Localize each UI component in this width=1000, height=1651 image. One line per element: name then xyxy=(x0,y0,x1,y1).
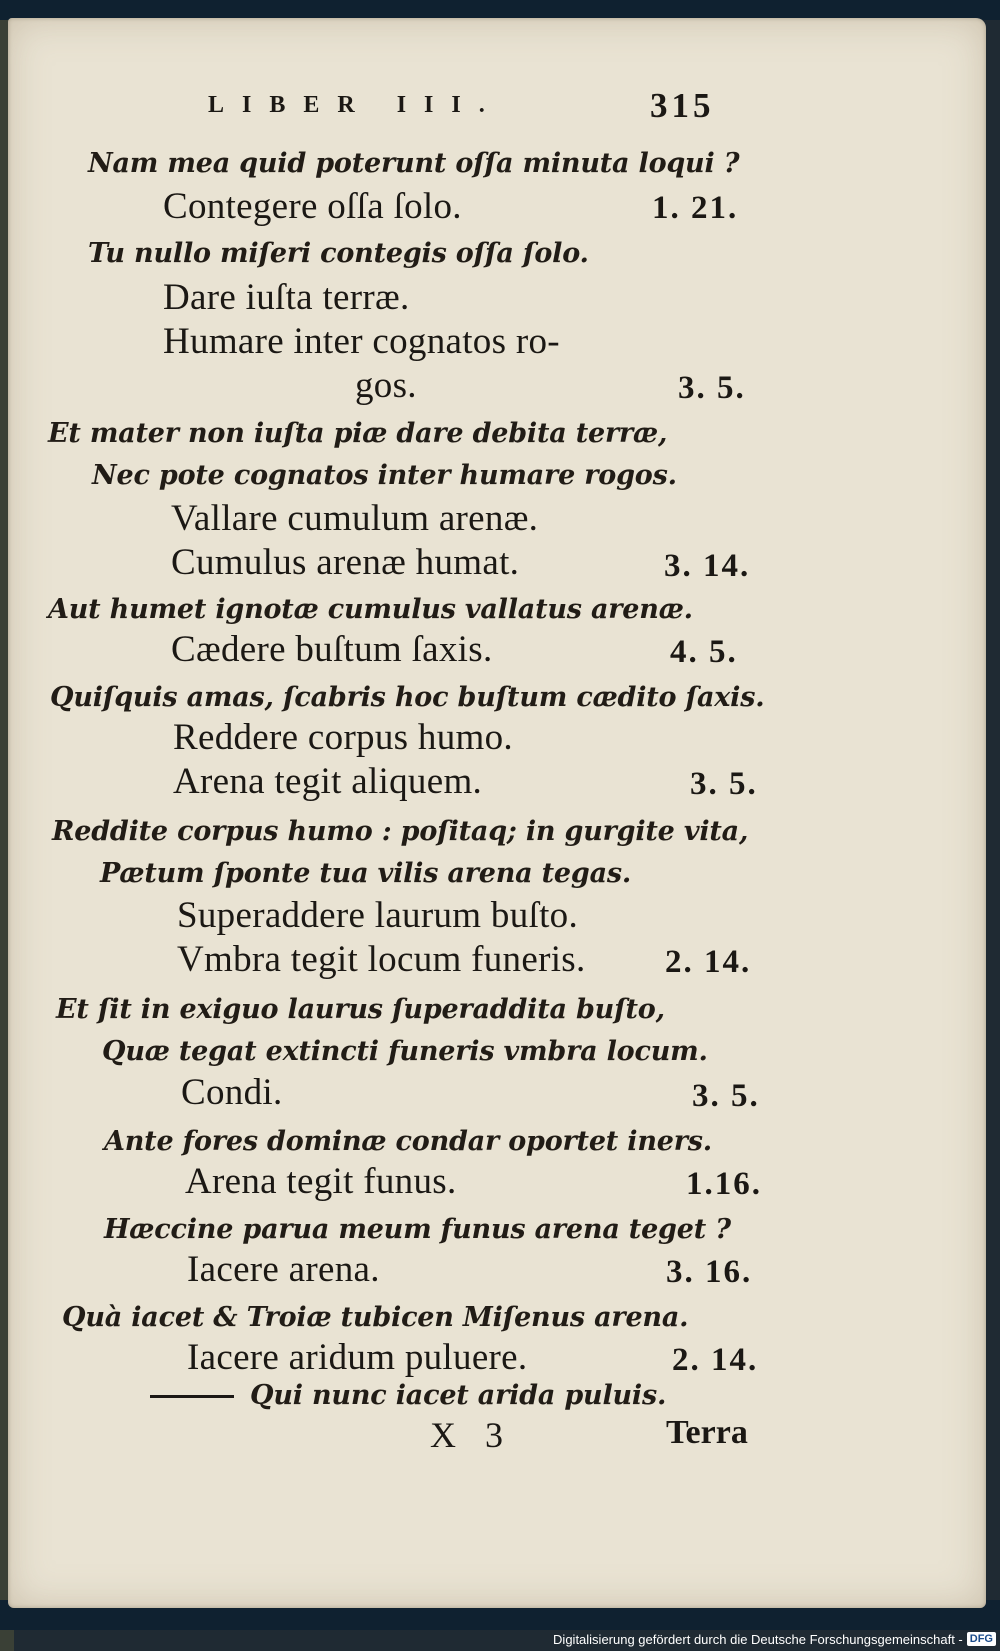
verse-line: Quiſquis amas, ſcabris hoc buſtum cædito ſaxis. xyxy=(50,682,765,713)
citation-ref: 4. 5. xyxy=(670,634,738,670)
citation-ref: 3. 14. xyxy=(664,548,751,584)
entry-line: Vallare cumulum arenæ. xyxy=(171,498,539,539)
citation-ref: 3. 5. xyxy=(678,370,746,406)
page-number: 315 xyxy=(650,86,715,125)
verse-line: Qui nunc iacet arida puluis. xyxy=(250,1380,667,1411)
entry-line: Cædere buſtum ſaxis. xyxy=(171,629,493,670)
verse-line: Tu nullo miſeri contegis oſſa ſolo. xyxy=(88,238,589,269)
entry-line: Vmbra tegit locum funeris. xyxy=(177,939,586,980)
verse-line: Pætum ſponte tua vilis arena tegas. xyxy=(100,858,632,889)
verse-line: Aut humet ignotæ cumulus vallatus arenæ. xyxy=(48,594,693,625)
entry-line: Arena tegit aliquem. xyxy=(173,761,483,802)
verse-line: Ante fores dominæ condar oportet iners. xyxy=(104,1126,712,1157)
entry-line: Arena tegit funus. xyxy=(185,1161,457,1202)
digitization-credit xyxy=(553,1629,996,1649)
entry-line: gos. xyxy=(355,365,417,406)
citation-ref: 2. 14. xyxy=(665,944,752,980)
verse-line: Quæ tegat extincti funeris vmbra locum. xyxy=(102,1036,708,1067)
entry-line: Reddere corpus humo. xyxy=(173,717,513,758)
running-title: LIBER III. xyxy=(208,92,503,118)
entry-line: Contegere oſſa ſolo. xyxy=(163,186,462,227)
catchword: Terra xyxy=(666,1414,748,1451)
citation-ref: 3. 16. xyxy=(666,1254,753,1290)
scan-backdrop-top xyxy=(0,0,1000,20)
entry-line: Cumulus arenæ humat. xyxy=(171,542,520,583)
verse-line: Et mater non iuſta piæ dare debita terræ, xyxy=(48,418,668,449)
citation-ref: 3. 5. xyxy=(690,766,758,802)
verse-line: Hæccine parua meum funus arena teget ? xyxy=(104,1214,731,1245)
signature-mark: X 3 xyxy=(430,1415,513,1455)
verse-line: Reddite corpus humo : poſitaq; in gurgite vita, xyxy=(52,816,749,847)
entry-line: Superaddere laurum buſto. xyxy=(177,895,579,936)
verse-line: Quà iacet & Troiæ tubicen Miſenus arena. xyxy=(62,1302,689,1333)
entry-line: Condi. xyxy=(181,1072,283,1113)
citation-ref: 3. 5. xyxy=(692,1078,760,1114)
verse-line: Et ſit in exiguo laurus ſuperaddita buſto, xyxy=(56,994,665,1025)
verse-line: Nam mea quid poterunt oſſa minuta loqui ? xyxy=(88,148,740,179)
verse-line: Nec pote cognatos inter humare rogos. xyxy=(92,460,677,491)
dfg-logo: DFG xyxy=(967,1632,996,1646)
entry-line: Iacere arena. xyxy=(187,1249,380,1290)
citation-ref: 2. 14. xyxy=(672,1342,759,1378)
citation-ref: 1.16. xyxy=(686,1166,762,1202)
entry-line: Humare inter cognatos ro- xyxy=(163,321,560,362)
entry-line: Dare iuſta terræ. xyxy=(163,277,410,318)
credit-text: Digitalisierung gefördert durch die Deutsche Forschungsgemeinschaft - xyxy=(553,1631,963,1647)
entry-line: Iacere aridum puluere. xyxy=(187,1337,528,1378)
citation-ref: 1. 21. xyxy=(652,190,739,226)
ellipsis-dash xyxy=(150,1395,234,1398)
